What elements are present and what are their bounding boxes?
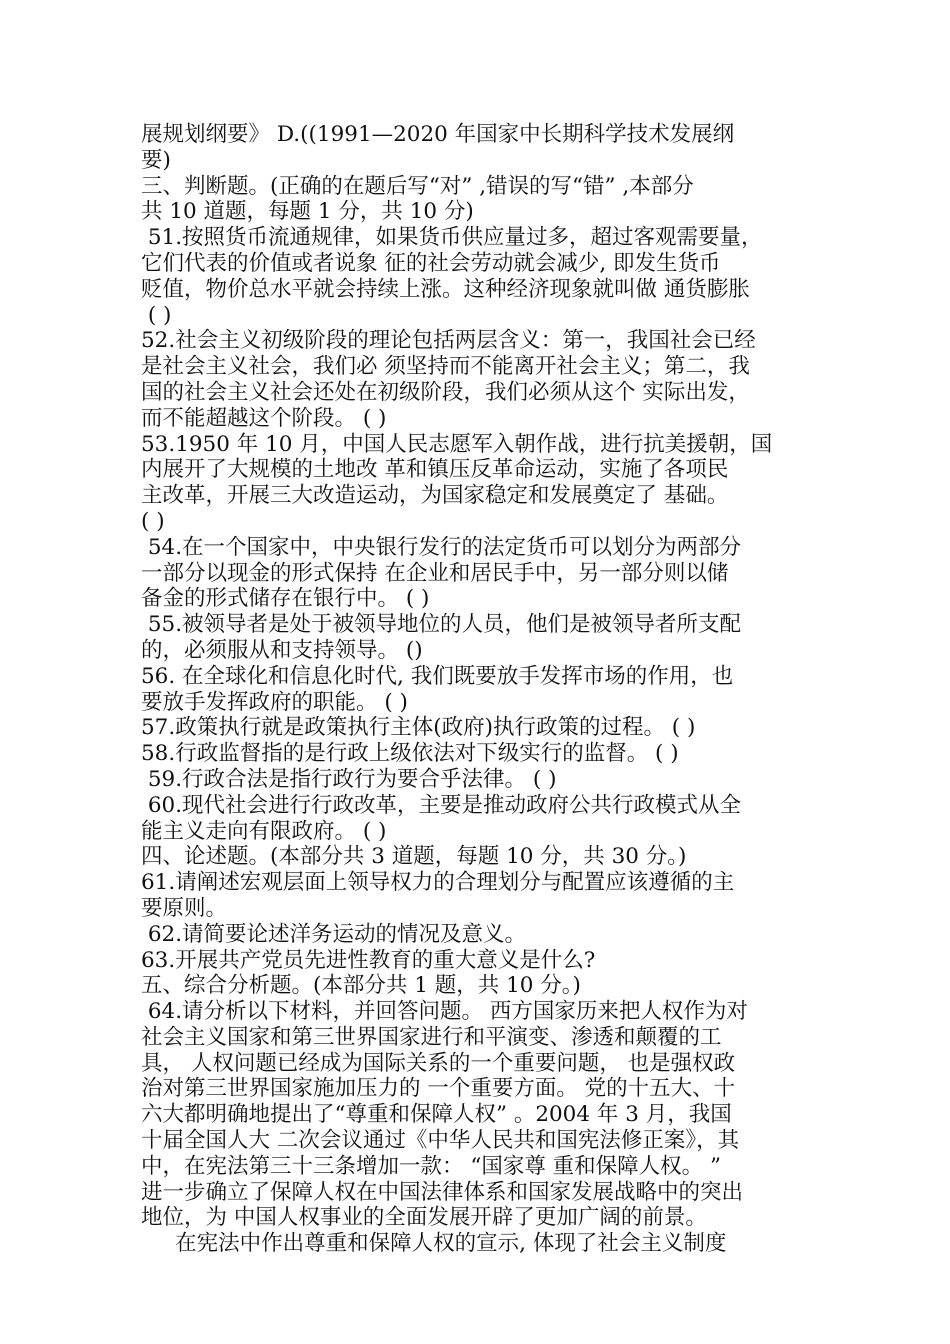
question-56: 56. 在全球化和信息化时代, 我们既要放手发挥市场的作用，也: [141, 663, 734, 689]
text-line: 地位，为 中国人权事业的全面发展开辟了更加广阔的前景。: [141, 1205, 707, 1231]
text-line: 展规划纲要》 D.((1991—2020 年国家中长期科学技术发展纲: [141, 122, 735, 147]
text-line: ( ): [141, 508, 165, 534]
text-line: 具， 人权问题已经成为国际关系的一个重要问题， 也是强权政: [141, 1050, 736, 1076]
text-line: 它们代表的价值或者说象 征的社会劳动就会减少, 即发生货币: [141, 250, 721, 276]
text-line: ( ): [141, 302, 172, 328]
question-58: 58.行政监督指的是行政上级依法对下级实行的监督。 ( ): [141, 741, 679, 767]
question-59: 59.行政合法是指行政行为要合乎法律。 ( ): [141, 766, 557, 792]
section-heading-analysis: 五、综合分析题。(本部分共 1 题，共 10 分。): [141, 973, 581, 999]
text-line: 六大都明确地提出了“尊重和保障人权” 。2004 年 3 月，我国: [141, 1102, 732, 1128]
question-52: 52.社会主义初级阶段的理论包括两层含义：第一，我国社会已经: [141, 328, 756, 354]
text-line: 能主义走向有限政府。 ( ): [141, 818, 387, 844]
text-line: 进一步确立了保障人权在中国法律体系和国家发展战略中的突出: [141, 1179, 744, 1205]
question-64: 64.请分析以下材料，并回答问题。 西方国家历来把人权作为对: [141, 999, 748, 1025]
text-line: 要放手发挥政府的职能。 ( ): [141, 689, 408, 715]
question-62: 62.请简要论述洋务运动的情况及意义。: [141, 921, 527, 947]
text-line: 主改革，开展三大改造运动，为国家稳定和发展奠定了 基础。: [141, 483, 729, 509]
text-line: 的，必须服从和支持领导。 (): [141, 637, 423, 663]
text-line: 共 10 道题，每题 1 分，共 10 分): [141, 199, 474, 225]
text-line: 十届全国人大 二次会议通过《中华人民共和国宪法修正案》，其: [141, 1128, 740, 1154]
text-line: 是社会主义社会，我们必 须坚持而不能离开社会主义；第二，我: [141, 354, 750, 380]
question-51: 51.按照货币流通规律，如果货币供应量过多，超过客观需要量，: [141, 225, 763, 251]
text-line: 而不能超越这个阶段。 ( ): [141, 405, 387, 431]
section-heading-essay: 四、论述题。(本部分共 3 道题，每题 10 分，共 30 分。): [141, 844, 687, 870]
question-61: 61.请阐述宏观层面上领导权力的合理划分与配置应该遵循的主: [141, 870, 735, 896]
text-line: 贬值，物价总水平就会持续上涨。这种经济现象就叫做 通货膨胀: [141, 276, 750, 302]
text-line: 在宪法中作出尊重和保障人权的宣示, 体现了社会主义制度: [141, 1231, 727, 1257]
question-57: 57.政策执行就是政策执行主体(政府)执行政策的过程。 ( ): [141, 715, 696, 741]
text-line: 国的社会主义社会还处在初级阶段，我们必须从这个 实际出发，: [141, 379, 750, 405]
question-54: 54.在一个国家中，中央银行发行的法定货币可以划分为两部分: [141, 534, 742, 560]
question-53: 53.1950 年 10 月，中国人民志愿军入朝作战，进行抗美援朝，国: [141, 431, 773, 457]
text-line: 要原则。: [141, 895, 228, 921]
question-60: 60.现代社会进行行政改革，主要是推动政府公共行政模式从全: [141, 792, 742, 818]
text-line: 要): [141, 147, 171, 173]
document-page: [141, 122, 815, 1257]
text-line: 内展开了大规模的土地改 革和镇压反革命运动，实施了各项民: [141, 457, 729, 483]
section-heading-judgment: 三、判断题。(正确的在题后写“对” ,错误的写“错” ,本部分: [141, 173, 694, 199]
text-line: 社会主义国家和第三世界国家进行和平演变、渗透和颠覆的工: [141, 1024, 722, 1050]
text-line: 备金的形式储存在银行中。 ( ): [141, 586, 430, 612]
question-63: 63.开展共产党员先进性教育的重大意义是什么?: [141, 947, 596, 973]
text-line: 一部分以现金的形式保持 在企业和居民手中，另一部分则以储: [141, 560, 729, 586]
question-55: 55.被领导者是处于被领导地位的人员，他们是被领导者所支配: [141, 612, 742, 638]
text-line: 治对第三世界国家施加压力的 一个重要方面。 党的十五大、十: [141, 1076, 736, 1102]
text-line: 中，在宪法第三十三条增加一款： “国家尊 重和保障人权。 ”: [141, 1153, 721, 1179]
